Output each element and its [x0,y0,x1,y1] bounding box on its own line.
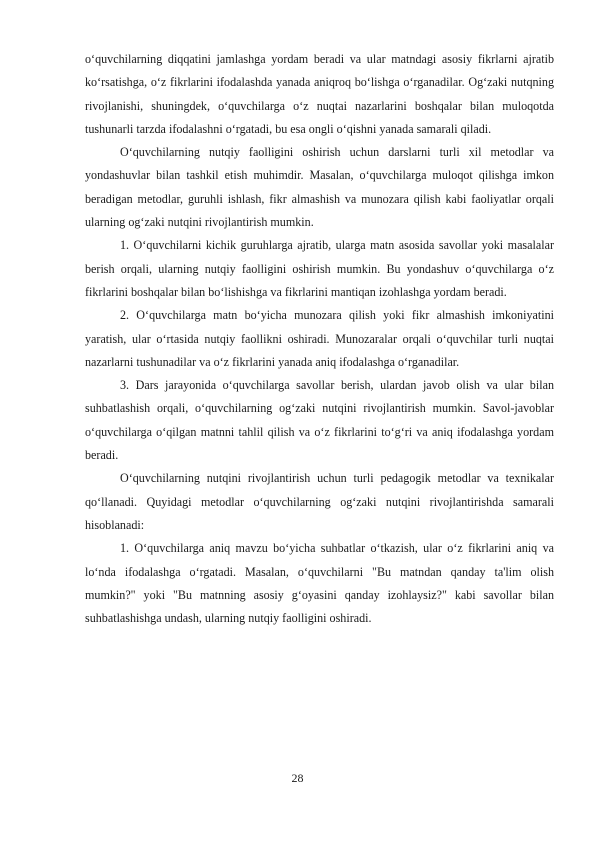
list-item-questions: 3. Dars jarayonida o‘quvchilarga savollar berish, ulardan javob olish va ular bilan suhbatlashish orqali, o‘quvchilarning og‘zaki nutqini rivojlantirish mumkin. Savol-javoblar o‘quvchilarga o‘qilgan matnni tahlil qilish va o‘z fikrlarini to‘g‘ri va aniq ifodalashga yordam beradi. [85,378,554,463]
page-number: 28 [291,771,304,785]
paragraph-speech-activity: O‘quvchilarning nutqiy faolligini oshirish uchun darslarni turli xil metodlar va yondashuvlar bilan tashkil etish muhimdir. Masalan, o‘quvchilarga muloqot qilishga imkon beradigan metodlar, guruhli ishlash, fikr almashish va munozara qilish kabi faoliyatlar orqali ularning og‘zaki nutqini rivojlantirish mumkin. [85,145,554,230]
list-item-group-work: 1. O‘quvchilarni kichik guruhlarga ajratib, ularga matn asosida savollar yoki masalalar berish orqali, ularning nutqiy faolligini oshirish mumkin. Bu yondashuv o‘quvchilarga o‘z fikrlarini boshqalar bilan bo‘lishishga va fikrlarini mantiqan izohlashga yordam beradi. [85,238,554,299]
body-text [85,48,554,630]
paragraph-pedagogical-methods: O‘quvchilarning nutqini rivojlantirish uchun turli pedagogik metodlar va texnikalar qo‘llanadi. Quyidagi metodlar o‘quvchilarning og‘zaki nutqini rivojlantirishda samarali hisoblanadi: [85,471,554,532]
list-item-conversations: 1. O‘quvchilarga aniq mavzu bo‘yicha suhbatlar o‘tkazish, ular o‘z fikrlarini aniq va lo‘nda ifodalashga o‘rgatadi. Masalan, o‘quvchilarni "Bu matndan qanday ta'lim olish mumkin?" yoki "Bu matnning asosiy g‘oyasini qanday izohlaysiz?" kabi savollar bilan suhbatlashishga undash, ularning nutqiy faolligini oshiradi. [85,541,554,626]
list-item-discussion: 2. O‘quvchilarga matn bo‘yicha munozara qilish yoki fikr almashish imkoniyatini yaratish, ular o‘rtasida nutqiy faollikni oshiradi. Munozaralar orqali o‘quvchilar turli nuqtai nazarlarni tushunadilar va o‘z fikrlarini yanada aniq ifodalashga o‘rganadilar. [85,308,554,369]
paragraph-continuation: o‘quvchilarning diqqatini jamlashga yordam beradi va ular matndagi asosiy fikrlarni ajratib ko‘rsatishga, o‘z fikrlarini ifodalashda yanada aniqroq bo‘lishga o‘rganadilar. Og‘zaki nutqning rivojlanishi, shuningdek, o‘quvchilarga o‘z nuqtai nazarlarini boshqalar bilan muloqotda tushunarli tarzda ifodalashni o‘rgatadi, bu esa ongli o‘qishni yanada samarali qiladi. [85,52,554,136]
